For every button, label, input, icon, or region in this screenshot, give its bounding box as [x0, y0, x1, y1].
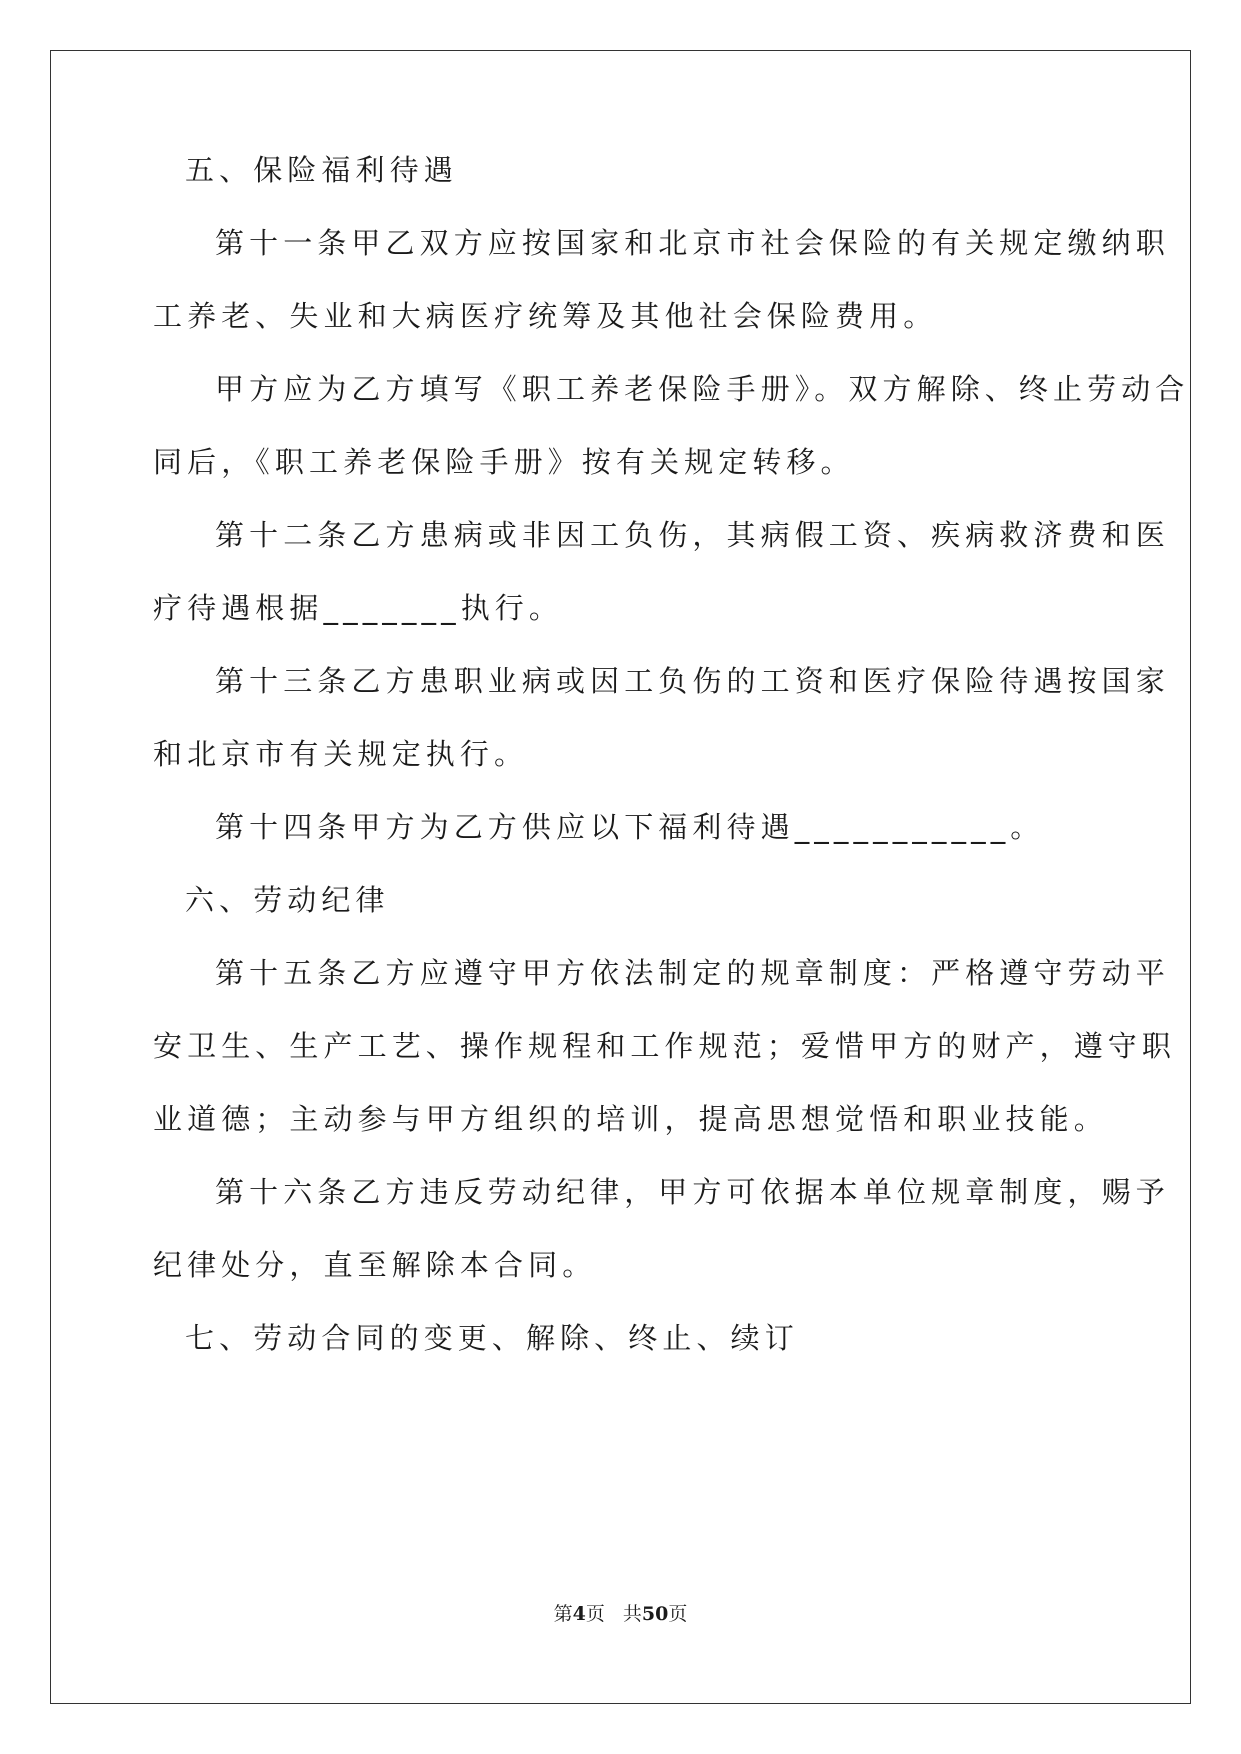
- paragraph-article-15-line-1: 第十五条乙方应遵守甲方依法制定的规章制度：严格遵守劳动平: [215, 956, 1170, 990]
- paragraph-article-15-line-2: 安卫生、生产工艺、操作规程和工作规范；爱惜甲方的财产，遵守职: [153, 1029, 1177, 1063]
- section-heading-insurance: 五、保险福利待遇: [185, 153, 458, 187]
- paragraph-article-16-line-1: 第十六条乙方违反劳动纪律，甲方可依据本单位规章制度，赐予: [215, 1175, 1170, 1209]
- paragraph-article-13-line-2: 和北京市有关规定执行。: [153, 737, 529, 771]
- footer-total-suffix: 页: [668, 1603, 688, 1625]
- paragraph-article-16-line-2: 纪律处分，直至解除本合同。: [153, 1248, 597, 1282]
- paragraph-article-12-line-2: 疗待遇根据_______执行。: [153, 591, 564, 625]
- paragraph-article-12-line-1: 第十二条乙方患病或非因工负伤，其病假工资、疾病救济费和医: [215, 518, 1170, 552]
- footer-page-suffix: 页: [585, 1603, 605, 1625]
- paragraph-handbook-line-1: 甲方应为乙方填写《职工养老保险手册》。双方解除、终止劳动合: [215, 372, 1190, 406]
- paragraph-article-14: 第十四条甲方为乙方供应以下福利待遇___________。: [215, 810, 1045, 844]
- footer-total-pages: 50: [641, 1603, 669, 1625]
- section-heading-discipline: 六、劳动纪律: [185, 883, 390, 917]
- footer-total-prefix: 共: [622, 1603, 642, 1625]
- section-heading-contract-changes: 七、劳动合同的变更、解除、终止、续订: [185, 1321, 799, 1355]
- paragraph-handbook-line-2: 同后，《职工养老保险手册》按有关规定转移。: [153, 445, 855, 479]
- paragraph-article-11-line-1: 第十一条甲乙双方应按国家和北京市社会保险的有关规定缴纳职: [215, 226, 1170, 260]
- page-footer: [0, 1602, 1241, 1626]
- paragraph-article-11-line-2: 工养老、失业和大病医疗统筹及其他社会保险费用。: [153, 299, 938, 333]
- paragraph-article-15-line-3: 业道德；主动参与甲方组织的培训，提高思想觉悟和职业技能。: [153, 1102, 1108, 1136]
- footer-page-prefix: 第: [553, 1603, 573, 1625]
- footer-page-number: 4: [572, 1603, 586, 1625]
- paragraph-article-13-line-1: 第十三条乙方患职业病或因工负伤的工资和医疗保险待遇按国家: [215, 664, 1170, 698]
